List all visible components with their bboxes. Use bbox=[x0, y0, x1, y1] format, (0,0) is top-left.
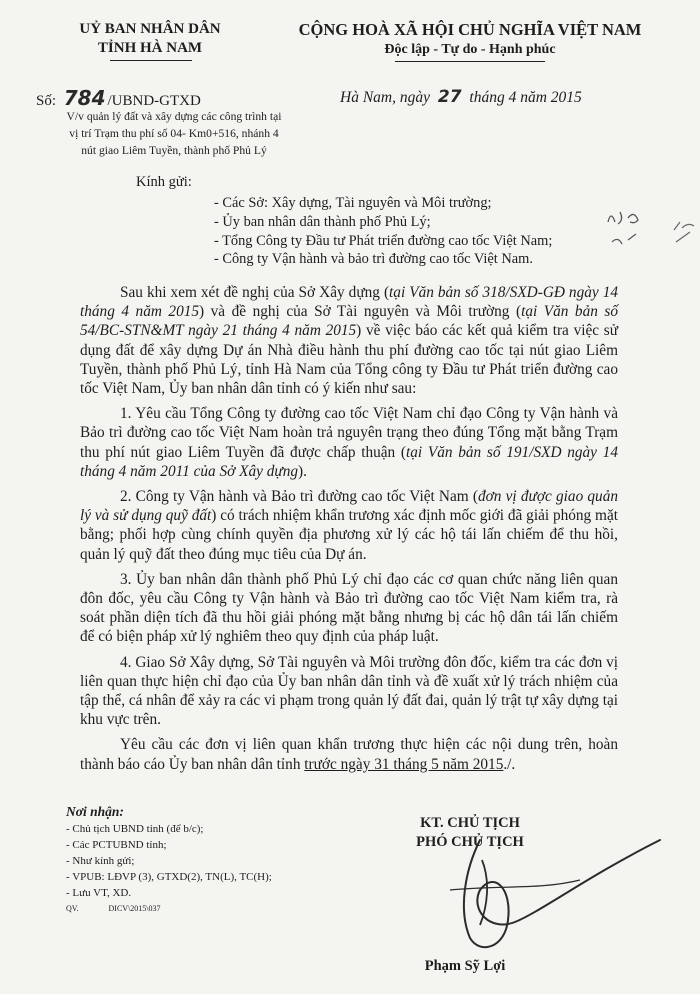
addressee-item: - Tổng Công ty Đầu tư Phát triển đường cao tốc Việt Nam; bbox=[214, 232, 553, 249]
recipients-list bbox=[66, 821, 272, 901]
addressee-item: - Công ty Vận hành và bảo trì đường cao tốc Việt Nam. bbox=[214, 251, 533, 268]
body-item-3: 3. Ủy ban nhân dân thành phố Phủ Lý chỉ đạo các cơ quan chức năng liên quan đôn đốc, yêu cầu Công ty Vận hành và Bảo trì đường cao tốc Việt Nam kiểm tra, rà soát phần diện tích đã thu hồi giải phóng mặt bằng nhưng bị các hộ dân tái lấn chiếm để có biện pháp xử lý nghiêm theo quy định của pháp luật. bbox=[80, 570, 618, 646]
document-number: Số: 784 /UBND-GTXD bbox=[36, 86, 201, 110]
signer-name: Phạm Sỹ Lợi bbox=[424, 958, 506, 974]
recipient-item: - VPUB: LĐVP (3), GTXD(2), TN(L), TC(H); bbox=[66, 871, 272, 883]
subject: V/v quản lý đất và xây dựng các công trình tại vị trí Trạm thu phí số 04- Km0+516, nhánh 4 nút giao Liêm Tuyền, thành phố Phủ Lý bbox=[66, 110, 282, 157]
header-left bbox=[60, 20, 240, 58]
issuing-province: TỈNH HÀ NAM bbox=[97, 40, 203, 56]
addressee-item: - Các Sở: Xây dựng, Tài nguyên và Môi trường; bbox=[214, 195, 492, 211]
issuing-authority: UỶ BAN NHÂN DÂN bbox=[79, 21, 221, 37]
recipient-item: - Như kính gửi; bbox=[66, 855, 135, 867]
handwritten-marginal-note bbox=[590, 200, 700, 255]
issue-day-handwritten: 27 bbox=[437, 87, 462, 107]
header-right-underline bbox=[395, 61, 545, 62]
national-title: CỘNG HOÀ XÃ HỘI CHỦ NGHĨA VIỆT NAM bbox=[298, 20, 642, 39]
addressees-label: Kính gửi: bbox=[136, 174, 192, 190]
recipient-item: - Các PCTUBND tỉnh; bbox=[66, 839, 167, 851]
addressees-list bbox=[214, 194, 634, 269]
letter-body bbox=[80, 283, 618, 774]
recipients-label: Nơi nhận: bbox=[66, 804, 124, 819]
signer-role: KT. CHỦ TỊCH bbox=[420, 815, 520, 831]
body-item-1: 1. Yêu cầu Tổng Công ty đường cao tốc Việt Nam chỉ đạo Công ty Vận hành và Bảo trì đường cao tốc Việt Nam hoàn trả nguyên trạng theo đúng Tổng mặt bằng Trạm thu phí nút giao Liêm Tuyền đã được chấp thuận (tại Văn bản số 191/SXD ngày 14 tháng 4 năm 2011 của Sở Xây dựng). bbox=[80, 405, 618, 480]
body-closing: Yêu cầu các đơn vị liên quan khẩn trương thực hiện các nội dung trên, hoàn thành báo cáo Ủy ban nhân dân tỉnh trước ngày 31 tháng 5 năm 2015./. bbox=[80, 736, 618, 773]
handwritten-signature bbox=[330, 820, 670, 970]
national-motto: Độc lập - Tự do - Hạnh phúc bbox=[384, 42, 556, 57]
body-item-2: 2. Công ty Vận hành và Bảo trì đường cao tốc Việt Nam (đơn vị được giao quản lý và sử dụng quỹ đất) có trách nhiệm khẩn trương xác định mốc giới đã giải phóng mặt bằng; phối hợp cùng chính quyền địa phương xử lý các hộ tái lấn chiếm để thu hồi, quản lý quỹ đất theo đúng mục tiêu của Dự án. bbox=[80, 488, 619, 563]
header-right bbox=[275, 20, 665, 60]
body-item-4: 4. Giao Sở Xây dựng, Sở Tài nguyên và Môi trường đôn đốc, kiểm tra các đơn vị liên quan thực hiện chỉ đạo của Ủy ban nhân dân tỉnh và đề xuất xử lý trách nhiệm của tập thể, cá nhân để xảy ra các vi phạm trong quản lý đất đai, quản lý trật tự xây dựng tại khu vực trên. bbox=[80, 653, 618, 729]
document-number-handwritten: 784 bbox=[63, 86, 106, 110]
header-left-underline bbox=[110, 60, 192, 61]
body-intro: Sau khi xem xét đề nghị của Sở Xây dựng (tại Văn bản số 318/SXD-GĐ ngày 14 tháng 4 năm 2015) và đề nghị của Sở Tài nguyên và Môi trường (tại Văn bản số 54/BC-STN&MT ngày 21 tháng 4 năm 2015) về việc báo các kết quả kiểm tra việc sử dụng đất để xây dựng Dự án Nhà điều hành thu phí đường cao tốc tại nút giao Liêm Tuyền, thành phố Phủ Lý, tỉnh Hà Nam của Tổng công ty Đầu tư Phát triển đường cao tốc Việt Nam, Ủy ban nhân dân tỉnh có ý kiến như sau: bbox=[80, 284, 619, 398]
document-reference-code: QV. DICV\2015\037 bbox=[66, 904, 161, 913]
recipient-item: - Lưu VT, XD. bbox=[66, 887, 132, 899]
issue-date: Hà Nam, ngày 27 tháng 4 năm 2015 bbox=[340, 87, 582, 107]
addressee-item: - Ủy ban nhân dân thành phố Phủ Lý; bbox=[214, 213, 431, 230]
recipients-block bbox=[66, 803, 272, 915]
recipient-item: - Chủ tịch UBND tỉnh (để b/c); bbox=[66, 823, 204, 835]
signer-position: PHÓ CHỦ TỊCH bbox=[416, 834, 524, 850]
